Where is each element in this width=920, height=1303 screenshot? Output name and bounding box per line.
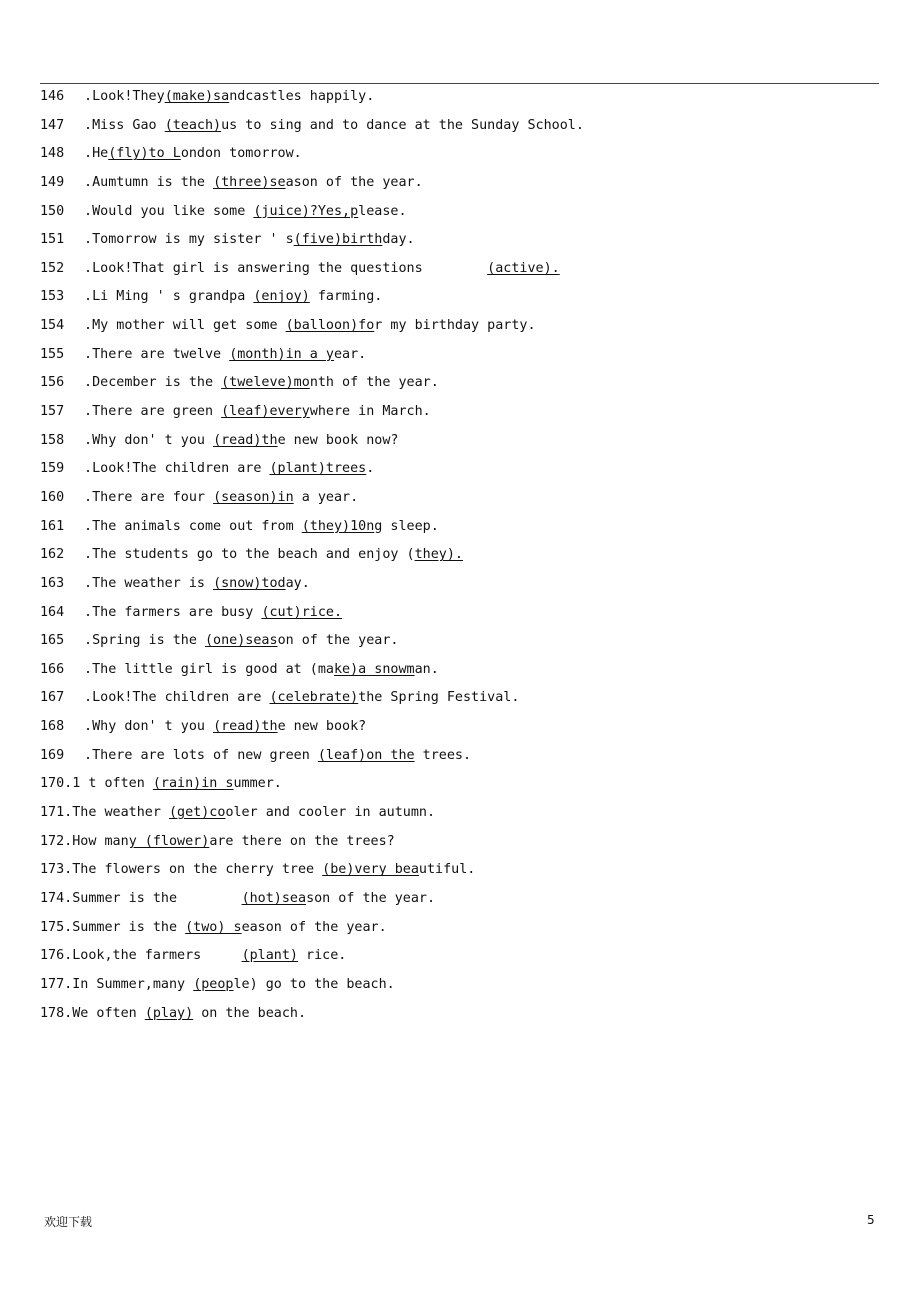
sentence-text-end: oler and cooler in autumn.: [225, 805, 436, 821]
sentence-text: The little girl is good at (ma: [92, 661, 334, 677]
sentence-text-end: lease.: [358, 203, 407, 219]
answer-blank: (get)co: [169, 805, 226, 821]
answer-blank: (enjoy): [253, 289, 310, 305]
line-number: 177.: [40, 976, 73, 992]
line-number: 160: [40, 489, 65, 505]
answer-blank: (fly)to L: [108, 146, 181, 162]
line-number: 162: [40, 547, 65, 563]
exercise-line: [40, 831, 880, 860]
sentence-text: We often: [72, 1005, 145, 1021]
answer-blank: (month)in a y: [229, 346, 334, 362]
answer-blank: they).: [414, 547, 463, 563]
answer-blank: (leaf)every: [221, 404, 310, 420]
exercise-line: [40, 745, 880, 774]
sentence-text-end: on of the year.: [277, 633, 399, 649]
sentence-text-end: le) go to the beach.: [233, 976, 395, 992]
line-separator: .: [76, 117, 93, 133]
answer-blank: (plant)trees: [269, 461, 367, 477]
line-number: 154: [40, 318, 65, 334]
answer-blank: (be)very bea: [322, 862, 419, 878]
sentence-text-end: trees.: [414, 747, 472, 763]
sentence-text-end: nth of the year.: [309, 375, 439, 391]
sentence-text-end: g sleep.: [374, 518, 439, 534]
answer-blank: (read)th: [213, 719, 278, 735]
line-number: 158: [40, 432, 65, 448]
exercise-line: [40, 344, 880, 373]
exercise-line: [40, 201, 880, 230]
sentence-text: The flowers on the cherry tree: [72, 862, 323, 878]
sentence-text-end: ear.: [334, 346, 367, 362]
line-separator: .: [76, 604, 93, 620]
exercise-line: [40, 372, 880, 401]
answer-blank: (tweleve)mo: [221, 375, 310, 391]
sentence-text-end: utiful.: [418, 862, 476, 878]
sentence-text-end: us to sing and to dance at the Sunday School.: [221, 117, 584, 133]
answer-blank: ke)a snowm: [333, 661, 415, 677]
sentence-text-end: ason of the year.: [285, 174, 423, 190]
line-number: 155: [40, 346, 65, 362]
sentence-text-end: eason of the year.: [241, 919, 387, 935]
exercise-line: [40, 143, 880, 172]
line-number: 167: [40, 690, 65, 706]
sentence-text-end: where in March.: [309, 404, 431, 420]
exercise-line: [40, 802, 880, 831]
exercise-list: [40, 86, 880, 1031]
sentence-text-end: farming.: [309, 289, 383, 305]
line-number: 173.: [40, 862, 73, 878]
sentence-text: The animals come out from: [92, 518, 302, 534]
answer-blank: (plant): [241, 948, 298, 964]
line-number: 156: [40, 375, 65, 391]
line-separator: .: [76, 232, 93, 248]
line-separator: .: [76, 260, 93, 276]
answer-blank: (read)th: [213, 432, 278, 448]
line-number: 152: [40, 260, 65, 276]
answer-blank: (hot)sea: [241, 890, 307, 906]
sentence-text-end: on the beach.: [193, 1005, 307, 1021]
sentence-text: Li Ming ' s grandpa: [92, 289, 254, 305]
sentence-text: Miss Gao: [92, 117, 165, 133]
sentence-text: Aumtumn is the: [92, 174, 214, 190]
answer-blank: (peop: [193, 976, 234, 992]
sentence-text: Look!That girl is answering the questions: [92, 260, 488, 276]
exercise-line: [40, 401, 880, 430]
sentence-text-end: an.: [414, 661, 439, 677]
exercise-line: [40, 315, 880, 344]
line-separator: .: [76, 289, 93, 305]
line-separator: .: [76, 146, 93, 162]
line-number: 169: [40, 747, 65, 763]
line-separator: .: [76, 461, 93, 477]
exercise-line: [40, 115, 880, 144]
exercise-line: [40, 430, 880, 459]
exercise-line: [40, 286, 880, 315]
sentence-text-end: ummer.: [233, 776, 282, 792]
line-separator: .: [76, 375, 93, 391]
line-number: 176.: [40, 948, 73, 964]
exercise-line: [40, 602, 880, 631]
answer-blank: (celebrate): [269, 690, 359, 706]
sentence-text-end: son of the year.: [306, 890, 436, 906]
exercise-line: [40, 487, 880, 516]
line-number: 168: [40, 719, 65, 735]
answer-blank: (juice)?Yes,p: [253, 203, 359, 219]
sentence-text: 1 t often: [72, 776, 153, 792]
answer-blank: y (flower): [128, 833, 210, 849]
sentence-text: December is the: [92, 375, 222, 391]
sentence-text-end: e new book now?: [277, 432, 399, 448]
answer-blank: (cut)rice.: [261, 604, 343, 620]
sentence-text: Summer is the: [72, 919, 186, 935]
answer-blank: (one)seas: [205, 633, 278, 649]
line-separator: .: [76, 633, 93, 649]
exercise-line: [40, 687, 880, 716]
answer-blank: (make)sa: [164, 89, 230, 104]
answer-blank: (five)birth: [293, 232, 383, 248]
line-number: 149: [40, 174, 65, 190]
answer-blank: (active).: [487, 260, 560, 276]
line-number: 147: [40, 117, 65, 133]
exercise-line: [40, 172, 880, 201]
line-separator: .: [76, 432, 93, 448]
exercise-line: [40, 917, 880, 946]
line-number: 174.: [40, 890, 73, 906]
line-number: 148: [40, 146, 65, 162]
line-separator: .: [76, 575, 93, 591]
sentence-text: Look!The children are: [92, 461, 270, 477]
page-number: 5: [867, 1213, 875, 1227]
sentence-text: My mother will get some: [92, 318, 286, 334]
sentence-text: There are lots of new green: [92, 747, 318, 763]
sentence-text: The weather: [72, 805, 169, 821]
line-separator: .: [76, 203, 93, 219]
sentence-text: There are twelve: [92, 346, 230, 362]
line-number: 157: [40, 404, 65, 420]
exercise-line: [40, 573, 880, 602]
exercise-line: [40, 716, 880, 745]
line-number: 171.: [40, 805, 73, 821]
exercise-line: [40, 888, 880, 917]
sentence-text-end: rice.: [298, 948, 347, 964]
line-number: 150: [40, 203, 65, 219]
sentence-text: There are four: [92, 489, 214, 505]
sentence-text-end: ay.: [285, 575, 310, 591]
sentence-text: Spring is the: [92, 633, 205, 649]
sentence-text-end: the Spring Festival.: [358, 690, 520, 706]
answer-blank: (season)in: [213, 489, 294, 505]
sentence-text: The weather is: [92, 575, 214, 591]
sentence-text-end: e new book?: [277, 719, 367, 735]
sentence-text: How man: [72, 833, 129, 849]
exercise-line: [40, 1003, 880, 1032]
exercise-line: [40, 544, 880, 573]
line-number: 175.: [40, 919, 73, 935]
line-separator: .: [76, 346, 93, 362]
sentence-text: Would you like some: [92, 203, 254, 219]
line-number: 164: [40, 604, 65, 620]
sentence-text: In Summer,many: [72, 976, 194, 992]
answer-blank: (two) s: [185, 919, 242, 935]
sentence-text-end: day.: [382, 232, 415, 248]
answer-blank: (rain)in s: [152, 776, 234, 792]
line-separator: .: [76, 661, 93, 677]
sentence-text: Look,the farmers: [72, 948, 242, 964]
line-number: 165: [40, 633, 65, 649]
line-number: 170.: [40, 776, 73, 792]
line-number: 172.: [40, 833, 73, 849]
line-separator: .: [76, 547, 93, 563]
sentence-text-end: r my birthday party.: [374, 318, 536, 334]
answer-blank: (balloon)fo: [285, 318, 375, 334]
line-number: 159: [40, 461, 65, 477]
exercise-line: [40, 458, 880, 487]
line-number: 161: [40, 518, 65, 534]
answer-blank: (three)se: [213, 174, 286, 190]
line-number: 178.: [40, 1005, 73, 1021]
answer-blank: (leaf)on the: [317, 747, 415, 763]
exercise-line: [40, 659, 880, 688]
exercise-line: [40, 516, 880, 545]
line-separator: .: [76, 518, 93, 534]
sentence-text: He: [92, 146, 109, 162]
sentence-text-end: ndcastles happily.: [229, 89, 375, 104]
answer-blank: (snow)tod: [213, 575, 286, 591]
sentence-text: There are green: [92, 404, 222, 420]
header-rule: [40, 83, 879, 84]
sentence-text-end: are there on the trees?: [209, 833, 395, 849]
line-separator: .: [76, 318, 93, 334]
exercise-line: [40, 258, 880, 287]
line-separator: .: [76, 489, 93, 505]
exercise-line: [40, 86, 880, 115]
sentence-text-end: a year.: [293, 489, 359, 505]
exercise-line: [40, 630, 880, 659]
exercise-line: [40, 859, 880, 888]
line-separator: .: [76, 690, 93, 706]
sentence-text: Tomorrow is my sister ' s: [92, 232, 294, 248]
line-number: 166: [40, 661, 65, 677]
exercise-line: [40, 773, 880, 802]
answer-blank: (they)10n: [301, 518, 375, 534]
exercise-line: [40, 945, 880, 974]
sentence-text: Look!The children are: [92, 690, 270, 706]
line-separator: .: [76, 89, 93, 104]
sentence-text-end: .: [366, 461, 375, 477]
line-separator: .: [76, 174, 93, 190]
sentence-text: Summer is the: [72, 890, 242, 906]
line-separator: .: [76, 719, 93, 735]
line-separator: .: [76, 747, 93, 763]
line-separator: .: [76, 404, 93, 420]
exercise-line: [40, 229, 880, 258]
line-number: 153: [40, 289, 65, 305]
sentence-text: The students go to the beach and enjoy (: [92, 547, 415, 563]
line-number: 146: [40, 89, 65, 104]
line-number: 163: [40, 575, 65, 591]
answer-blank: (teach): [164, 117, 222, 133]
line-number: 151: [40, 232, 65, 248]
sentence-text: The farmers are busy: [92, 604, 262, 620]
sentence-text: Why don' t you: [92, 432, 214, 448]
sentence-text: Look!They: [92, 89, 165, 104]
footer-text: 欢迎下载: [44, 1215, 93, 1229]
exercise-line: [40, 974, 880, 1003]
sentence-text: Why don' t you: [92, 719, 214, 735]
answer-blank: (play): [144, 1005, 194, 1021]
sentence-text-end: ondon tomorrow.: [180, 146, 302, 162]
